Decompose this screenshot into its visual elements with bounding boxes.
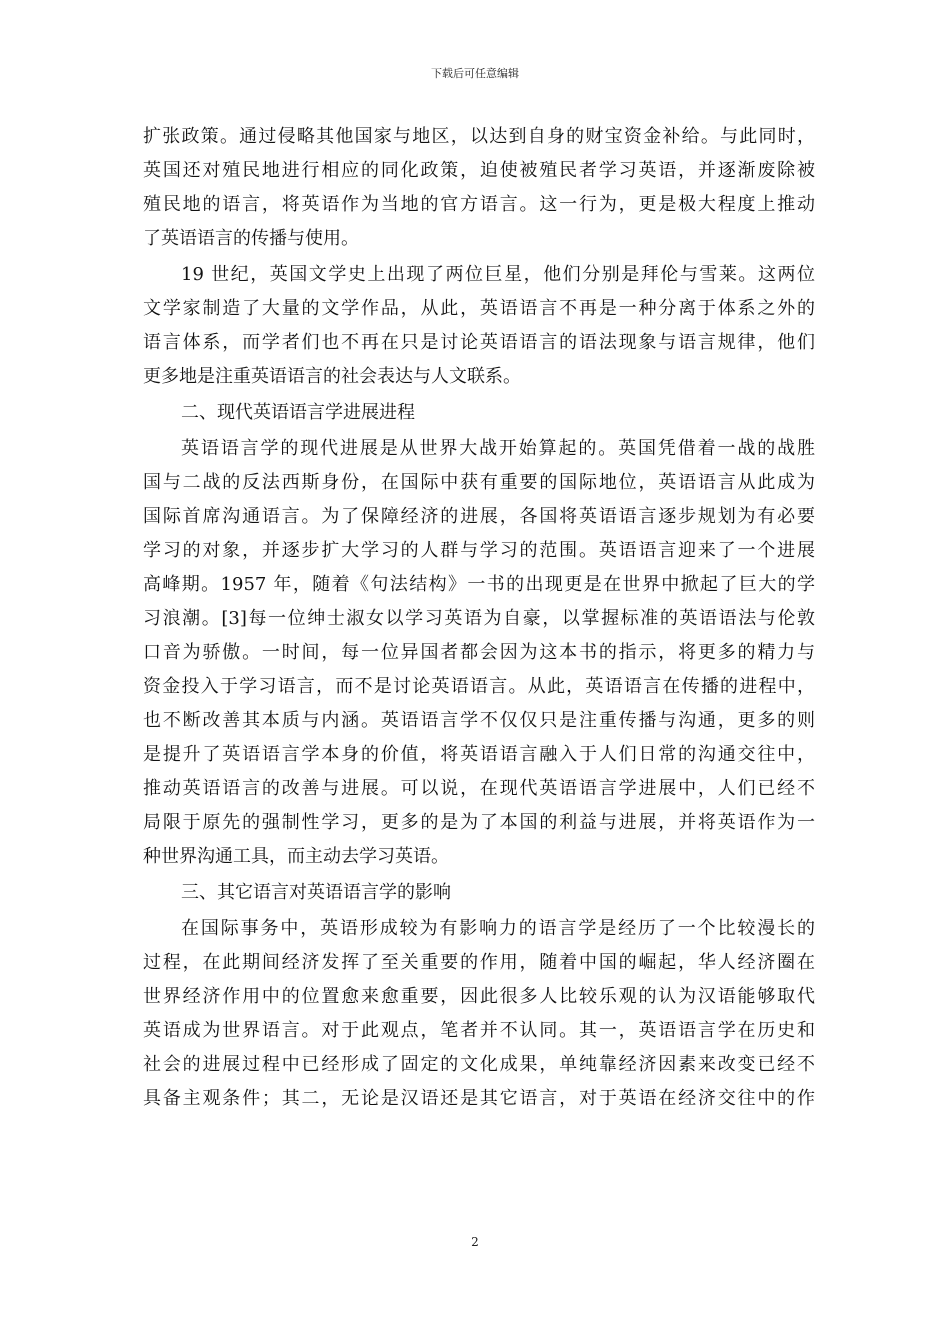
text-line: 推动英语语言的改善与进展。可以说，在现代英语语言学进展中，人们已经不 [143, 778, 815, 799]
page-number: 2 [471, 1235, 479, 1249]
text-line: 是提升了英语语言学本身的价值，将英语语言融入于人们日常的沟通交往中， [143, 744, 815, 765]
paragraph [143, 432, 815, 874]
text-line: 高峰期。1957 年，随着《句法结构》一书的出现更是在世界中掀起了巨大的学 [143, 574, 815, 595]
text-line: 语言体系，而学者们也不再在只是讨论英语语言的语法现象与语言规律，他们 [143, 332, 815, 353]
text-line: 世界经济作用中的位置愈来愈重要，因此很多人比较乐观的认为汉语能够取代 [143, 986, 815, 1007]
text-line: 殖民地的语言，将英语作为当地的官方语言。这一行为，更是极大程度上推动 [143, 194, 815, 215]
text-line: 在国际事务中，英语形成较为有影响力的语言学是经历了一个比较漫长的 [181, 918, 815, 939]
section-heading [143, 876, 815, 910]
text-line: 扩张政策。通过侵略其他国家与地区，以达到自身的财宝资金补给。与此同时， [143, 126, 815, 147]
text-line: 资金投入于学习语言，而不是讨论英语语言。从此，英语语言在传播的进程中， [143, 676, 815, 697]
text-line: 种世界沟通工具，而主动去学习英语。 [143, 846, 449, 867]
text-line: 英国还对殖民地进行相应的同化政策，迫使被殖民者学习英语，并逐渐废除被 [143, 160, 815, 181]
text-line: 文学家制造了大量的文学作品，从此，英语语言不再是一种分离于体系之外的 [143, 298, 815, 319]
heading-text: 二、现代英语语言学进展进程 [181, 402, 415, 423]
heading-text: 三、其它语言对英语语言学的影响 [181, 882, 451, 903]
text-line: 19 世纪，英国文学史上出现了两位巨星，他们分别是拜伦与雪莱。这两位 [181, 264, 815, 285]
text-line: 英语语言学的现代进展是从世界大战开始算起的。英国凭借着一战的战胜 [181, 438, 815, 459]
text-line: 具备主观条件；其二，无论是汉语还是其它语言，对于英语在经济交往中的作 [143, 1088, 815, 1109]
text-line: 了英语语言的传播与使用。 [143, 228, 359, 249]
paragraph [143, 120, 815, 256]
text-line: 也不断改善其本质与内涵。英语语言学不仅仅只是注重传播与沟通，更多的则 [143, 710, 815, 731]
text-line: 国际首席沟通语言。为了保障经济的进展，各国将英语语言逐步规划为有必要 [143, 506, 815, 527]
text-line: 过程，在此期间经济发挥了至关重要的作用，随着中国的崛起，华人经济圈在 [143, 952, 815, 973]
paragraph [143, 258, 815, 394]
section-heading [143, 396, 815, 430]
paragraph [143, 912, 815, 1116]
text-line: 更多地是注重英语语言的社会表达与人文联系。 [143, 366, 521, 387]
text-line: 学习的对象，并逐步扩大学习的人群与学习的范围。英语语言迎来了一个进展 [143, 540, 815, 561]
text-line: 英语成为世界语言。对于此观点，笔者并不认同。其一，英语语言学在历史和 [143, 1020, 815, 1041]
text-line: 局限于原先的强制性学习，更多的是为了本国的利益与进展，并将英语作为一 [143, 812, 815, 833]
document-body [143, 120, 815, 1116]
text-line: 习浪潮。[3]每一位绅士淑女以学习英语为自豪，以掌握标准的英语语法与伦敦 [143, 608, 815, 629]
text-line: 社会的进展过程中已经形成了固定的文化成果，单纯靠经济因素来改变已经不 [143, 1054, 815, 1075]
page-header-note: 下载后可任意编辑 [431, 67, 519, 80]
text-line: 口音为骄傲。一时间，每一位异国者都会因为这本书的指示，将更多的精力与 [143, 642, 815, 663]
text-line: 国与二战的反法西斯身份，在国际中获有重要的国际地位，英语语言从此成为 [143, 472, 815, 493]
